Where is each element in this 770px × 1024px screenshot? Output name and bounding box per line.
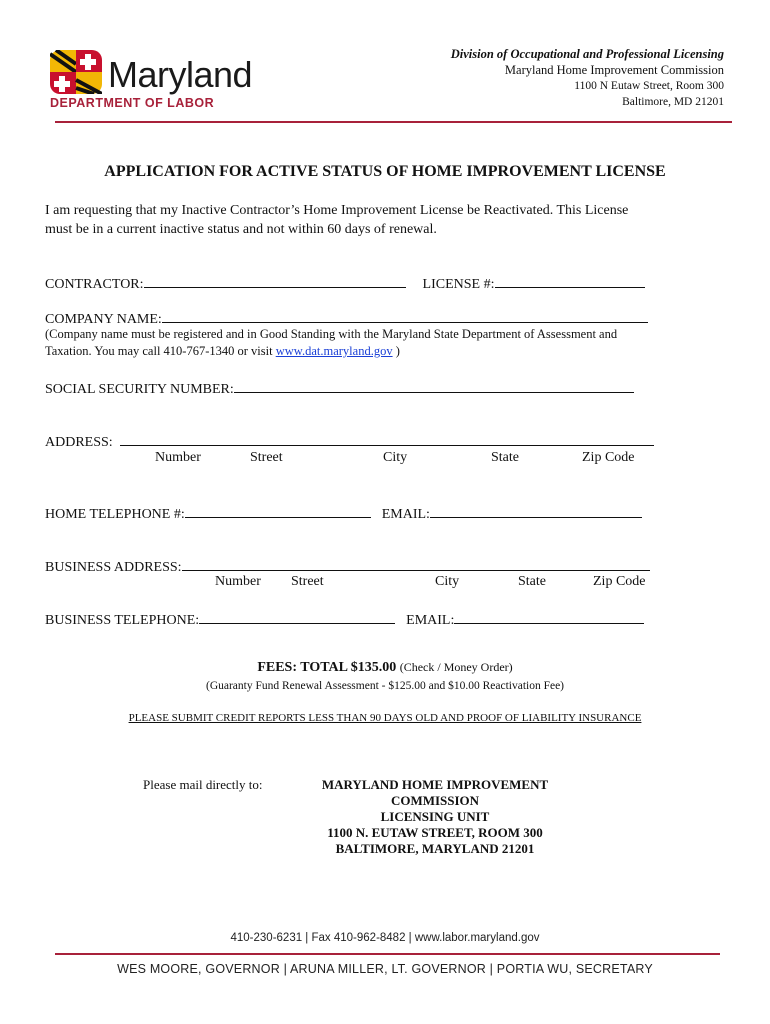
email-field[interactable] — [430, 503, 642, 518]
business-sublabel-state: State — [518, 574, 546, 589]
maryland-flag-icon — [50, 50, 102, 94]
logo-department: DEPARTMENT OF LABOR — [50, 96, 215, 110]
business-sublabel-number: Number — [215, 574, 261, 589]
mail-label: Please mail directly to: — [143, 777, 263, 792]
header-divider — [55, 121, 732, 123]
footer-contact: 410-230-6231 | Fax 410-962-8482 | www.labor.maryland.gov — [230, 932, 540, 944]
address-sublabel-street: Street — [250, 450, 283, 465]
fees-line — [0, 660, 770, 676]
business-sublabel-city: City — [435, 574, 460, 589]
intro-paragraph: I am requesting that my Inactive Contractor’s Home Improvement License be Reactivated. This License must be in a current inactive status and not within 60 days of renewal. — [45, 203, 629, 237]
business-sublabel-street: Street — [291, 574, 324, 589]
mail-line-2: LICENSING UNIT — [380, 809, 490, 824]
mail-line-1: MARYLAND HOME IMPROVEMENT COMMISSION — [321, 777, 549, 808]
agency-address — [451, 46, 724, 110]
company-note-line2 — [45, 343, 725, 360]
footer-officials: WES MOORE, GOVERNOR | ARUNA MILLER, LT. GOVERNOR | PORTIA WU, SECRETARY — [117, 962, 653, 976]
mail-address — [280, 777, 590, 857]
footer-divider — [55, 953, 720, 955]
agency-street: 1100 N Eutaw Street, Room 300 — [574, 80, 724, 92]
maryland-logo — [50, 50, 270, 112]
commission-name: Maryland Home Improvement Commission — [504, 63, 724, 77]
company-label: COMPANY NAME: — [45, 312, 162, 327]
contractor-row — [45, 273, 645, 293]
company-field[interactable] — [162, 308, 648, 323]
ssn-field[interactable] — [234, 378, 634, 393]
business-email-field[interactable] — [454, 609, 644, 624]
license-label: LICENSE #: — [422, 277, 495, 292]
business-address-label: BUSINESS ADDRESS: — [45, 560, 182, 575]
submit-instructions: PLEASE SUBMIT CREDIT REPORTS LESS THAN 90 DAYS OLD AND PROOF OF LIABILITY INSURANCE — [128, 712, 642, 724]
business-email-label: EMAIL: — [406, 613, 455, 628]
address-sublabel-number: Number — [155, 450, 201, 465]
company-note-text: Taxation. You may call 410-767-1340 or visit — [45, 344, 273, 358]
address-label: ADDRESS: — [45, 435, 113, 450]
division-name: Division of Occupational and Professional Licensing — [450, 47, 724, 61]
license-field[interactable] — [495, 273, 645, 288]
agency-city: Baltimore, MD 21201 — [622, 96, 724, 108]
address-sublabel-state: State — [491, 450, 519, 465]
fees-note: (Guaranty Fund Renewal Assessment - $125.00 and $10.00 Reactivation Fee) — [205, 680, 565, 692]
address-sublabel-zip: Zip Code — [582, 450, 635, 465]
address-row — [45, 431, 654, 451]
company-note-close: ) — [395, 344, 400, 358]
contractor-label: CONTRACTOR: — [45, 277, 144, 292]
logo-wordmark: Maryland — [108, 54, 253, 95]
ssn-label: SOCIAL SECURITY NUMBER: — [45, 382, 234, 397]
ssn-row — [45, 378, 634, 398]
home-phone-label: HOME TELEPHONE #: — [45, 507, 185, 522]
fees-method: (Check / Money Order) — [399, 660, 513, 674]
business-phone-row — [45, 609, 644, 629]
address-sublabel-city: City — [383, 450, 408, 465]
page-title: APPLICATION FOR ACTIVE STATUS OF HOME IMPROVEMENT LICENSE — [104, 163, 666, 180]
contractor-field[interactable] — [144, 273, 406, 288]
mail-line-3: 1100 N. EUTAW STREET, ROOM 300 — [327, 825, 543, 840]
dat-link[interactable]: www.dat.maryland.gov — [275, 344, 393, 358]
company-row — [45, 308, 648, 328]
address-field[interactable] — [120, 431, 654, 446]
company-note-line1: (Company name must be registered and in Good Standing with the Maryland State Department of Assessment and — [45, 327, 618, 341]
home-phone-field[interactable] — [185, 503, 371, 518]
email-label: EMAIL: — [381, 507, 430, 522]
home-phone-row — [45, 503, 642, 523]
business-phone-label: BUSINESS TELEPHONE: — [45, 613, 200, 628]
company-note — [45, 326, 725, 360]
business-phone-field[interactable] — [199, 609, 395, 624]
business-address-field[interactable] — [182, 556, 650, 571]
mail-line-4: BALTIMORE, MARYLAND 21201 — [335, 841, 535, 856]
fees-total: FEES: TOTAL $135.00 — [257, 660, 397, 675]
business-address-row — [45, 556, 650, 576]
business-sublabel-zip: Zip Code — [593, 574, 646, 589]
